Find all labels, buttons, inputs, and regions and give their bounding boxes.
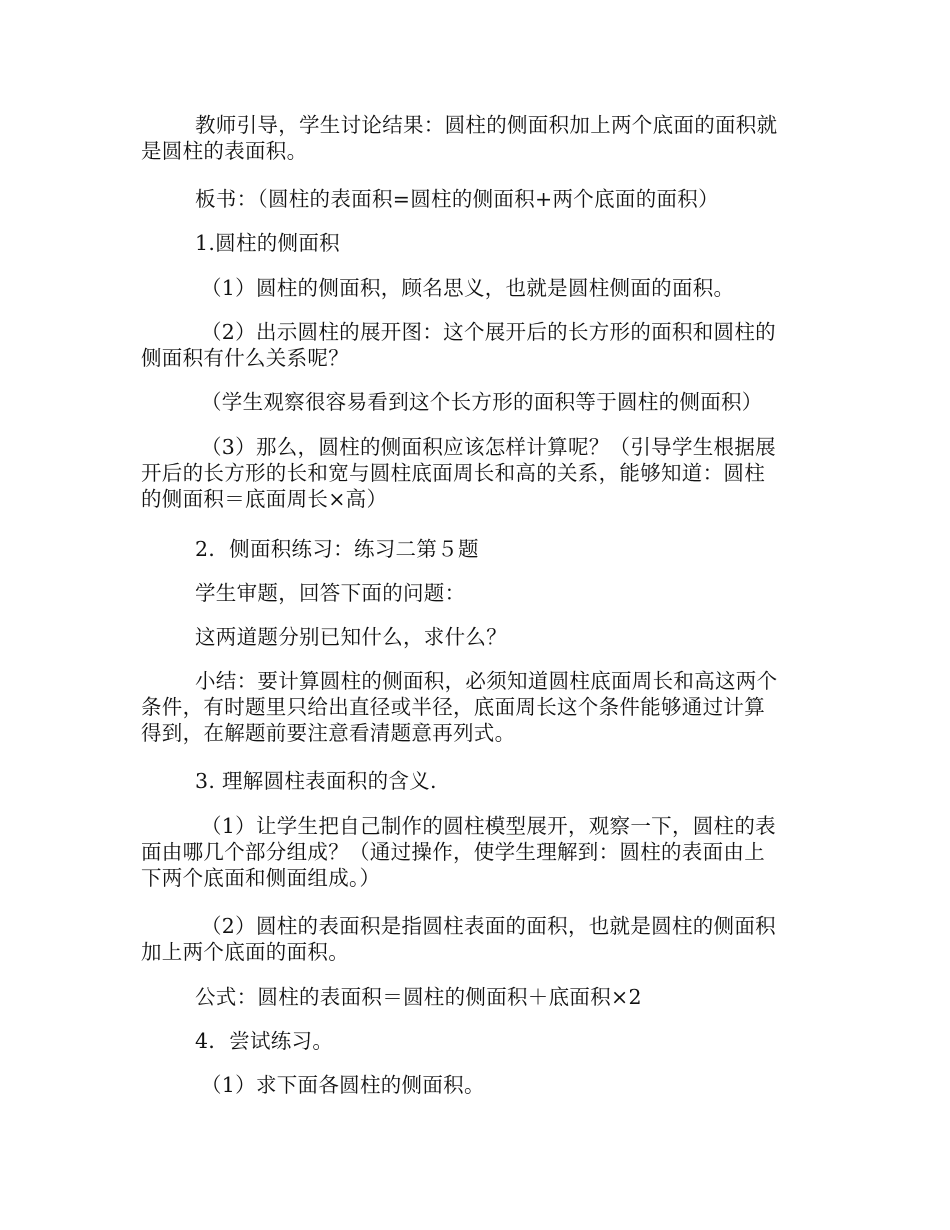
text-line: 加上两个底面的面积。 — [141, 940, 349, 964]
text-line: 面由哪几个部分组成？（通过操作，使学生理解到：圆柱的表面由上 — [141, 840, 765, 864]
text-line: 开后的长方形的长和宽与圆柱底面周长和高的关系，能够知道：圆柱 — [141, 461, 765, 485]
text-line: 学生审题，回答下面的问题： — [195, 581, 466, 605]
heading-trial-practice — [141, 1028, 813, 1054]
text-line: （2）出示圆柱的展开图：这个展开后的长方形的面积和圆柱的 — [201, 320, 776, 344]
text-line: （2）圆柱的表面积是指圆柱表面的面积，也就是圆柱的侧面积 — [201, 914, 776, 938]
text-line: 这两道题分别已知什么，求什么？ — [195, 625, 507, 649]
paragraph-review — [141, 580, 813, 606]
text-line: （1）圆柱的侧面积，顾名思义，也就是圆柱侧面的面积。 — [201, 276, 735, 300]
text-line: 的侧面积＝底面周长×高） — [141, 487, 388, 511]
paragraph-conclusion — [141, 112, 813, 164]
paragraph-summary — [141, 668, 813, 746]
paragraph-exercise-1 — [141, 1072, 813, 1098]
text-line: （3）那么，圆柱的侧面积应该怎样计算呢？（引导学生根据展 — [201, 435, 776, 459]
text-line: 教师引导，学生讨论结果：圆柱的侧面积加上两个底面的面积就 — [195, 113, 778, 137]
text-line: 3. 理解圆柱表面积的含义. — [195, 769, 437, 793]
paragraph-blackboard — [141, 186, 813, 212]
text-line: 侧面积有什么关系呢？ — [141, 346, 349, 370]
text-line: 公式：圆柱的表面积＝圆柱的侧面积＋底面积×2 — [195, 985, 642, 1009]
heading-surface-area — [141, 768, 813, 794]
text-line: 条件，有时题里只给出直径或半径，底面周长这个条件能够通过计算 — [141, 695, 765, 719]
text-line: 2．侧面积练习：练习二第５题 — [195, 537, 479, 561]
text-line: 得到，在解题前要注意看清题意再列式。 — [141, 721, 516, 745]
text-line: 小结：要计算圆柱的侧面积，必须知道圆柱底面周长和高这两个 — [195, 669, 778, 693]
heading-lateral-area — [141, 230, 813, 256]
text-line: 下两个底面和侧面组成。） — [141, 866, 381, 890]
paragraph-item-3 — [141, 434, 813, 512]
text-line: （1）让学生把自己制作的圆柱模型展开，观察一下，圆柱的表 — [201, 814, 776, 838]
text-line: 4．尝试练习。 — [195, 1029, 334, 1053]
text-line: 是圆柱的表面积。 — [141, 139, 308, 163]
paragraph-model — [141, 813, 813, 891]
paragraph-formula — [141, 984, 813, 1010]
paragraph-question — [141, 624, 813, 650]
text-line: 1.圆柱的侧面积 — [195, 231, 340, 255]
paragraph-definition — [141, 913, 813, 965]
paragraph-item-2 — [141, 319, 813, 371]
paragraph-observation — [141, 389, 813, 415]
heading-practice — [141, 536, 813, 562]
paragraph-item-1 — [141, 275, 813, 301]
text-line: 板书：（圆柱的表面积=圆柱的侧面积+两个底面的面积） — [195, 187, 719, 211]
text-line: （学生观察很容易看到这个长方形的面积等于圆柱的侧面积） — [201, 390, 763, 414]
text-line: （1）求下面各圆柱的侧面积。 — [201, 1073, 485, 1097]
